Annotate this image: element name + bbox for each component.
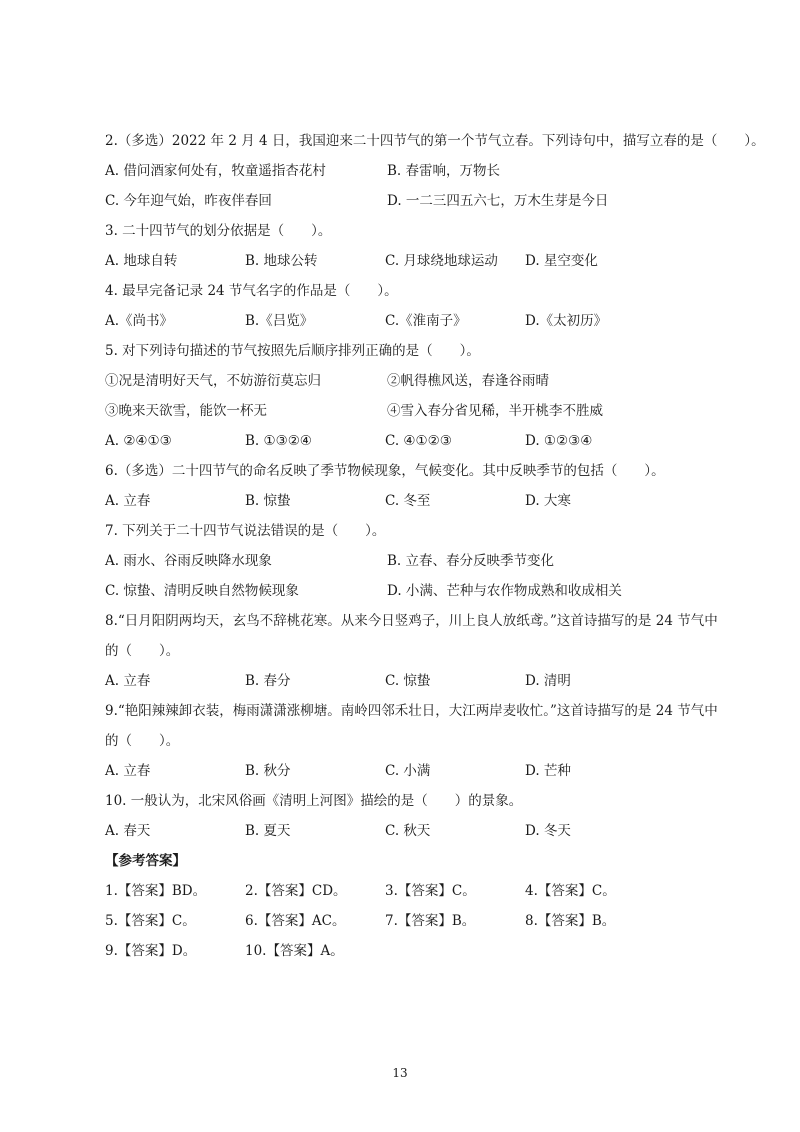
option-item: B.《吕览》 xyxy=(245,313,314,329)
question-stem: 6.（多选）二十四节气的命名反映了季节物候现象，气候变化。其中反映季节的包括（ ）。 xyxy=(105,463,665,479)
option-item: C.《淮南子》 xyxy=(385,313,467,329)
option-item: B. ①③②④ xyxy=(245,433,312,449)
option-item: A. ②④①③ xyxy=(105,433,172,449)
option-item: A. 地球自转 xyxy=(105,253,178,269)
answer-item: 4.【答案】C。 xyxy=(525,883,616,899)
option-item: A. 雨水、谷雨反映降水现象 xyxy=(105,553,272,569)
option-item: A. 立春 xyxy=(105,493,151,509)
option-row xyxy=(105,246,705,276)
question-stem: 10. 一般认为，北宋风俗画《清明上河图》描绘的是（ ）的景象。 xyxy=(105,793,523,809)
option-item: D. 清明 xyxy=(525,673,571,689)
answer-title: 【参考答案】 xyxy=(105,853,186,869)
option-item: D. 大寒 xyxy=(525,493,571,509)
option-row xyxy=(105,186,705,216)
question-stem: 的（ ）。 xyxy=(105,643,180,659)
option-item: B. 惊蛰 xyxy=(245,493,291,509)
option-row xyxy=(105,486,705,516)
answer-item: 7.【答案】B。 xyxy=(385,913,476,929)
option-item: B. 春雷响，万物长 xyxy=(387,163,501,179)
question-stem: 2.（多选）2022 年 2 月 4 日，我国迎来二十四节气的第一个节气立春。下列诗句中，描写立春的是（ ）。 xyxy=(105,133,765,149)
answer-row xyxy=(105,936,705,966)
option-row xyxy=(105,576,705,606)
option-row xyxy=(105,816,705,846)
option-item: C. 小满 xyxy=(385,763,431,779)
option-item: D. 小满、芒种与农作物成熟和收成相关 xyxy=(387,583,622,599)
question-stem: 4. 最早完备记录 24 节气名字的作品是（ ）。 xyxy=(105,283,398,299)
option-item: C. 惊蛰、清明反映自然物候现象 xyxy=(105,583,299,599)
answer-item: 5.【答案】C。 xyxy=(105,913,196,929)
option-item: D. 冬天 xyxy=(525,823,571,839)
option-row xyxy=(105,366,705,396)
question-stem: 7. 下列关于二十四节气说法错误的是（ ）。 xyxy=(105,523,386,539)
option-row xyxy=(105,306,705,336)
option-item: ②帆得樵风送，春逢谷雨晴 xyxy=(387,373,549,389)
answer-item: 9.【答案】D。 xyxy=(105,943,197,959)
option-item: B. 春分 xyxy=(245,673,291,689)
answer-item: 10.【答案】A。 xyxy=(245,943,344,959)
option-item: B. 夏天 xyxy=(245,823,291,839)
option-item: A. 立春 xyxy=(105,673,151,689)
option-row xyxy=(105,426,705,456)
answer-item: 3.【答案】C。 xyxy=(385,883,476,899)
option-row xyxy=(105,156,705,186)
answer-item: 2.【答案】CD。 xyxy=(245,883,347,899)
option-item: C. ④①②③ xyxy=(385,433,452,449)
answer-row xyxy=(105,906,705,936)
option-row xyxy=(105,666,705,696)
option-item: ④雪入春分省见稀，半开桃李不胜威 xyxy=(387,403,603,419)
option-item: B. 立春、春分反映季节变化 xyxy=(387,553,555,569)
option-item: D. ①②③④ xyxy=(525,433,593,449)
page-number: 13 xyxy=(392,1066,408,1080)
answer-row xyxy=(105,876,705,906)
question-list xyxy=(105,126,765,966)
option-row xyxy=(105,546,705,576)
option-row xyxy=(105,396,705,426)
option-item: B. 秋分 xyxy=(245,763,291,779)
answer-item: 1.【答案】BD。 xyxy=(105,883,207,899)
question-stem: 3. 二十四节气的划分依据是（ ）。 xyxy=(105,223,332,239)
option-item: A. 立春 xyxy=(105,763,151,779)
option-item: D. 星空变化 xyxy=(525,253,598,269)
option-row xyxy=(105,756,705,786)
option-item: C. 冬至 xyxy=(385,493,431,509)
option-item: C. 今年迎气始，昨夜伴春回 xyxy=(105,193,272,209)
question-stem: 5. 对下列诗句描述的节气按照先后顺序排列正确的是（ ）。 xyxy=(105,343,480,359)
question-stem: 的（ ）。 xyxy=(105,733,180,749)
option-item: C. 月球绕地球运动 xyxy=(385,253,498,269)
option-item: D. 芒种 xyxy=(525,763,571,779)
option-item: A. 春天 xyxy=(105,823,151,839)
answer-item: 6.【答案】AC。 xyxy=(245,913,346,929)
option-item: C. 惊蛰 xyxy=(385,673,431,689)
option-item: ①况是清明好天气，不妨游衍莫忘归 xyxy=(105,373,321,389)
option-item: B. 地球公转 xyxy=(245,253,318,269)
option-item: D.《太初历》 xyxy=(525,313,608,329)
question-stem: 8.“日月阳阴两均天，玄鸟不辞桃花寒。从来今日竖鸡子，川上良人放纸鸢。”这首诗描写的是 24 节气中 xyxy=(105,613,718,629)
question-stem: 9.“艳阳辣辣卸衣装，梅雨潇潇涨柳塘。南岭四邻禾壮日，大江两岸麦收忙。”这首诗描写的是 24 节气中 xyxy=(105,703,718,719)
option-item: ③晚来天欲雪，能饮一杯无 xyxy=(105,403,267,419)
option-item: A. 借问酒家何处有，牧童遥指杏花村 xyxy=(105,163,326,179)
option-item: D. 一二三四五六七，万木生芽是今日 xyxy=(387,193,609,209)
option-item: A.《尚书》 xyxy=(105,313,174,329)
option-item: C. 秋天 xyxy=(385,823,431,839)
answer-item: 8.【答案】B。 xyxy=(525,913,616,929)
